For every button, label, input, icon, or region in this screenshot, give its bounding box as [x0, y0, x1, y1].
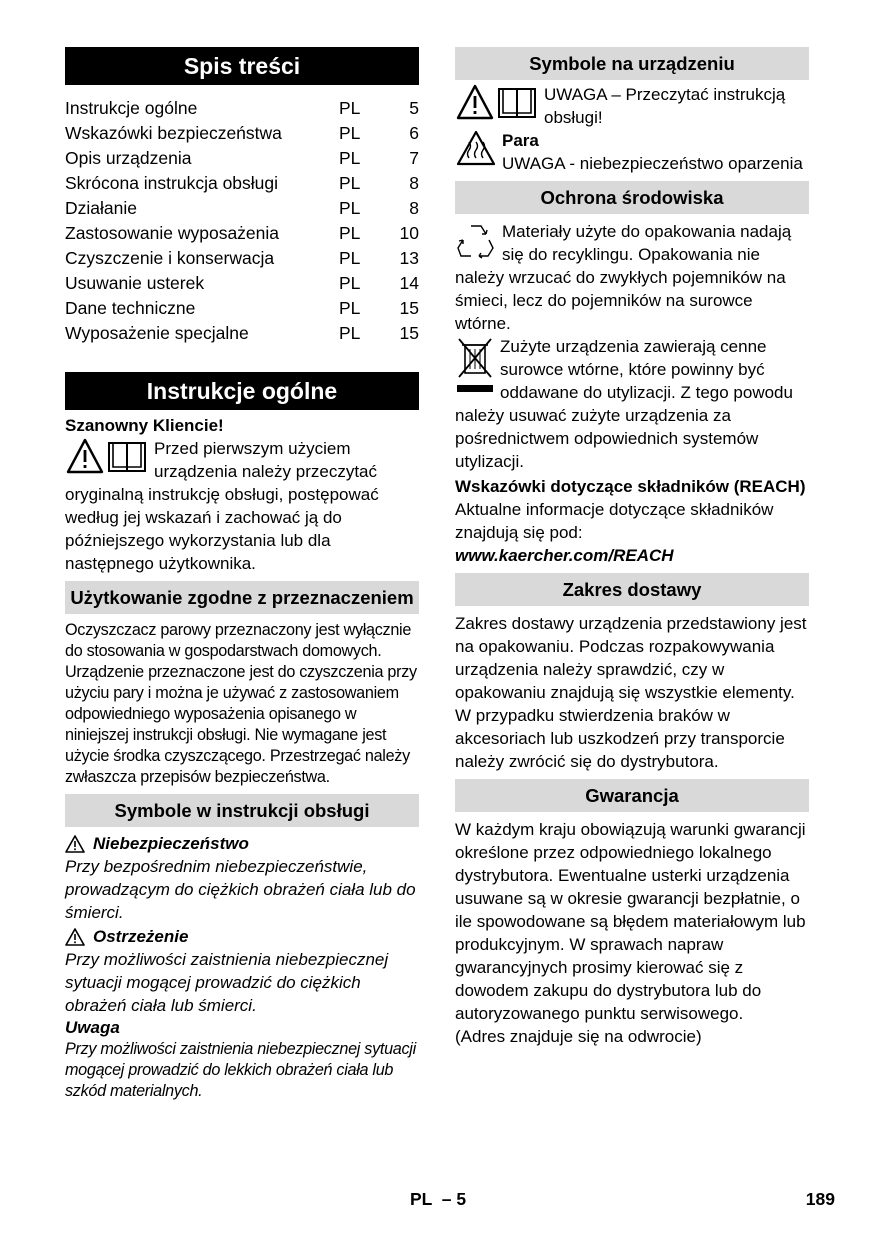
- warning-heading: Ostrzeżenie: [65, 926, 419, 948]
- reach-link[interactable]: www.kaercher.com/REACH: [455, 546, 674, 565]
- toc-title: Wskazówki bezpieczeństwa: [65, 123, 282, 143]
- toc-lang: PL: [339, 223, 361, 243]
- toc-row[interactable]: [65, 196, 419, 221]
- toc-lang: PL: [339, 298, 361, 318]
- toc-row[interactable]: [65, 146, 419, 171]
- toc-lang: PL: [339, 123, 361, 143]
- env-paragraph-1: Materiały użyte do opakowania nadają się do recyklingu. Opakowania nie należy wrzucać do zwykłych pojemników na śmieci, lecz do pojemników na surowce wtórne.: [455, 222, 792, 333]
- usage-paragraph-2: Urządzenie przeznaczone jest do czyszczenia przy użyciu pary i można je używać z zastosowaniem odpowiedniego wyposażenia opisanego w niniejszej instrukcji obsługi. Nie wymagane jest użycie środka czyszczącego. Przestrzegać należy zwłaszcza przepisów bezpieczeństwa.: [65, 663, 417, 786]
- warranty-note: (Adres znajduje się na odwrocie): [455, 1027, 702, 1046]
- toc-row[interactable]: [65, 246, 419, 271]
- general-paragraph: Przed pierwszym użyciem urządzenia należy przeczytać oryginalną instrukcję obsługi, postępować według jej wskazań i zachować ją do późniejszego wykorzystania lub dla następnego użytkownika.: [65, 439, 379, 573]
- toc-row[interactable]: [65, 221, 419, 246]
- danger-text: Przy bezpośrednim niebezpieczeństwie, prowadzącym do ciężkich obrażeń ciała lub do śmierci.: [65, 857, 416, 922]
- toc-page: 6: [409, 123, 419, 143]
- toc-page: 14: [399, 273, 419, 293]
- device-symbols-heading: Symbole na urządzeniu: [455, 47, 809, 80]
- toc-page: 8: [409, 173, 419, 193]
- usage-paragraph-1: Oczyszczacz parowy przeznaczony jest wyłącznie do stosowania w gospodarstwach domowych.: [65, 621, 412, 660]
- general-heading: Instrukcje ogólne: [65, 372, 419, 410]
- scope-paragraph-2: W przypadku stwierdzenia braków w akcesoriach lub uszkodzeń przy transporcie należy zwrócić się do dystrybutora.: [455, 706, 785, 771]
- toc-page: 15: [399, 323, 419, 343]
- warning-triangle-icon: [65, 928, 85, 946]
- toc-lang: PL: [339, 173, 361, 193]
- toc-page: 5: [409, 98, 419, 118]
- steam-paragraph: Para UWAGA - niebezpieczeństwo oparzenia: [455, 129, 809, 175]
- toc-page: 15: [399, 298, 419, 318]
- toc-row[interactable]: [65, 96, 419, 121]
- toc-title: Usuwanie usterek: [65, 273, 205, 293]
- toc-lang: PL: [339, 198, 361, 218]
- toc-lang: PL: [339, 98, 361, 118]
- warning-triangle-icon: [65, 835, 85, 853]
- toc-lang: PL: [339, 248, 361, 268]
- toc-row[interactable]: [65, 171, 419, 196]
- toc-row[interactable]: [65, 296, 419, 321]
- table-of-contents: [65, 96, 419, 346]
- read-manual-icon: [455, 83, 539, 121]
- left-column: [65, 47, 419, 1102]
- warning-text: Przy możliwości zaistnienia niebezpiecznej sytuacji mogącej prowadzić do ciężkich obrażeń ciała lub śmierci.: [65, 950, 389, 1015]
- toc-page: 10: [399, 223, 419, 243]
- scope-paragraph-1: Zakres dostawy urządzenia przedstawiony jest na opakowaniu. Podczas rozpakowywania urządzenia należy sprawdzić, czy w opakowaniu znajdują się wszystkie elementy.: [455, 614, 807, 702]
- symbols-heading: Symbole w instrukcji obsługi: [65, 794, 419, 827]
- scope-heading: Zakres dostawy: [455, 573, 809, 606]
- steam-hazard-icon: [455, 129, 497, 167]
- read-manual-icon: [65, 437, 149, 475]
- caution-text: Przy możliwości zaistnienia niebezpiecznej sytuacji mogącej prowadzić do lekkich obrażeń ciała lub szkód materialnych.: [65, 1040, 416, 1100]
- toc-lang: PL: [339, 148, 361, 168]
- warranty-heading: Gwarancja: [455, 779, 809, 812]
- toc-lang: PL: [339, 273, 361, 293]
- toc-row[interactable]: [65, 121, 419, 146]
- env-heading: Ochrona środowiska: [455, 181, 809, 214]
- toc-page: 13: [399, 248, 419, 268]
- recycling-icon: [455, 220, 497, 260]
- right-column: [455, 47, 809, 1048]
- toc-lang: PL: [339, 323, 361, 343]
- crossed-out-bin-icon: [455, 335, 495, 395]
- toc-row[interactable]: [65, 271, 419, 296]
- toc-row[interactable]: [65, 321, 419, 346]
- reach-heading: Wskazówki dotyczące składników (REACH): [455, 477, 806, 496]
- toc-title: Zastosowanie wyposażenia: [65, 223, 280, 243]
- danger-heading: Niebezpieczeństwo: [65, 833, 419, 855]
- warranty-paragraph: W każdym kraju obowiązują warunki gwarancji określone przez odpowiedniego lokalnego dystrybutora. Ewentualne usterki urządzenia usuwane są w okresie gwarancji bezpłatnie, o ile spowodowane są błędem materiałowym lub produkcyjnym. W sprawach napraw gwarancyjnych prosimy kierować się z dowodem zakupu do dystrybutora lub do autoryzowanego punktu serwisowego.: [455, 820, 806, 1023]
- greeting: Szanowny Kliencie!: [65, 416, 224, 435]
- footer-page-number: 189: [805, 1189, 835, 1209]
- toc-title: Instrukcje ogólne: [65, 98, 198, 118]
- toc-title: Czyszczenie i konserwacja: [65, 248, 275, 268]
- toc-title: Działanie: [65, 198, 137, 218]
- device-symbol-paragraph: UWAGA – Przeczytać instrukcją obsługi!: [455, 83, 809, 129]
- toc-title: Wyposażenie specjalne: [65, 323, 249, 343]
- footer-section: PL – 5: [410, 1189, 467, 1209]
- toc-page: 7: [409, 148, 419, 168]
- usage-heading: Użytkowanie zgodne z przeznaczeniem: [65, 581, 419, 614]
- toc-title: Opis urządzenia: [65, 148, 192, 168]
- toc-page: 8: [409, 198, 419, 218]
- env-paragraph-2: Zużyte urządzenia zawierają cenne surowce wtórne, które powinny być oddawane do utylizacji. Z tego powodu należy usuwać zużyte urządzenia za pośrednictwem odpowiednich systemów utylizacji.: [455, 337, 793, 471]
- caution-heading: Uwaga: [65, 1018, 120, 1037]
- toc-heading: Spis treści: [65, 47, 419, 85]
- toc-title: Skrócona instrukcja obsługi: [65, 173, 279, 193]
- steam-label: Para: [502, 131, 539, 150]
- reach-text: Aktualne informacje dotyczące składników znajdują się pod:: [455, 500, 774, 542]
- toc-title: Dane techniczne: [65, 298, 196, 318]
